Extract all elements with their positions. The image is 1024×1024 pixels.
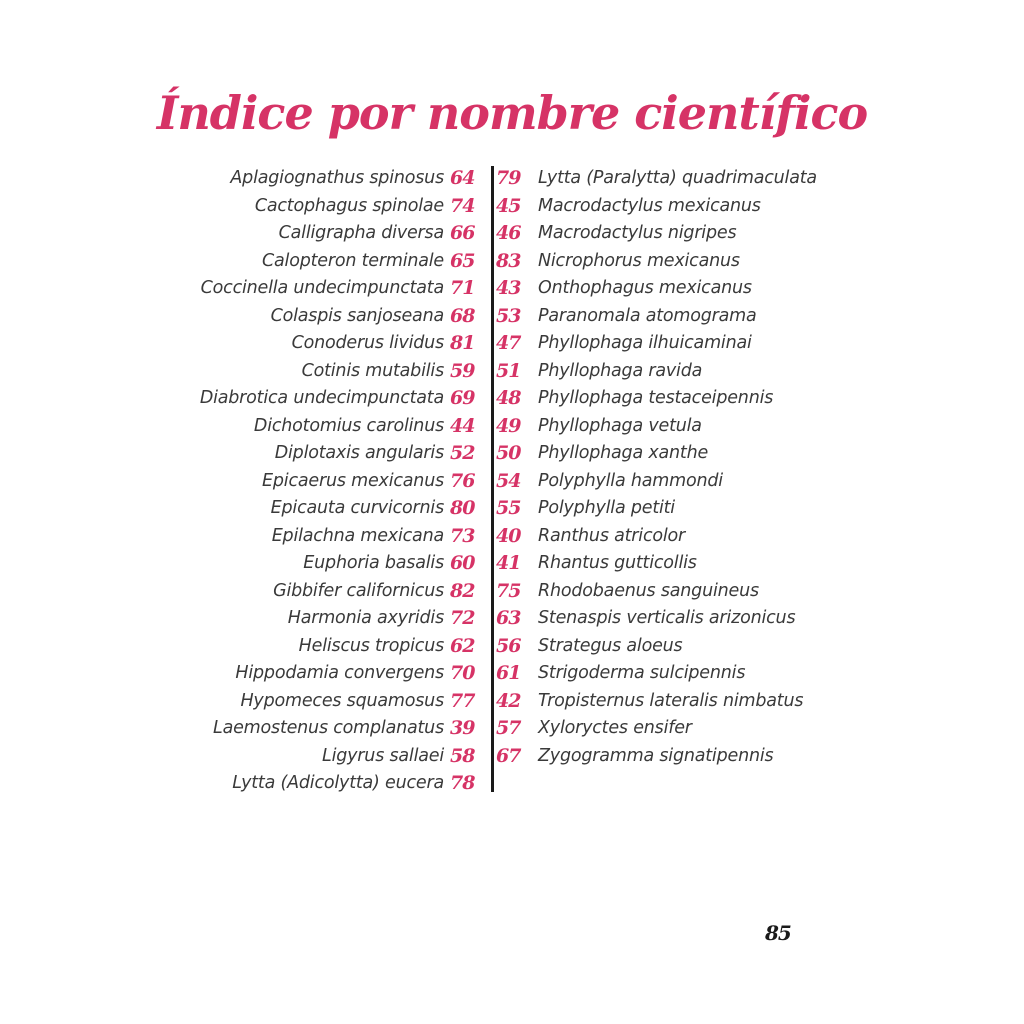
index-entry bbox=[150, 248, 481, 276]
page-reference: 81 bbox=[450, 332, 475, 354]
species-name: Laemostenus complanatus bbox=[213, 718, 444, 738]
page-reference: 69 bbox=[450, 387, 475, 409]
index-entry bbox=[150, 440, 481, 468]
species-name: Epicaerus mexicanus bbox=[262, 470, 444, 491]
page-reference: 43 bbox=[496, 277, 521, 299]
species-name: Hypomeces squamosus bbox=[240, 690, 444, 711]
species-name: Gibbifer californicus bbox=[273, 580, 444, 601]
page-reference: 55 bbox=[496, 497, 521, 519]
index-entry bbox=[150, 193, 481, 221]
page-reference: 54 bbox=[496, 469, 521, 492]
index-entry bbox=[150, 220, 481, 248]
index-entry bbox=[150, 275, 481, 303]
species-name: Macrodactylus mexicanus bbox=[538, 195, 761, 216]
column-divider bbox=[491, 166, 494, 792]
species-name: Polyphylla hammondi bbox=[538, 470, 723, 491]
page-reference: 58 bbox=[450, 744, 475, 767]
species-name: Stenaspis verticalis arizonicus bbox=[538, 608, 796, 628]
page-title: Índice por nombre científico bbox=[156, 86, 868, 140]
page-reference: 64 bbox=[450, 167, 475, 189]
species-name: Euphoria basalis bbox=[303, 553, 444, 573]
page-reference: 76 bbox=[450, 469, 475, 492]
page-reference: 75 bbox=[496, 579, 521, 602]
page-reference: 72 bbox=[450, 607, 475, 629]
species-name: Lytta (Adicolytta) eucera bbox=[232, 773, 444, 793]
species-name: Cotinis mutabilis bbox=[301, 360, 444, 381]
species-name: Polyphylla petiti bbox=[538, 498, 675, 518]
species-name: Epilachna mexicana bbox=[271, 525, 444, 546]
index-entry bbox=[150, 743, 481, 771]
index-entry bbox=[496, 743, 876, 771]
species-name: Strigoderma sulcipennis bbox=[538, 663, 746, 683]
species-name: Strategus aloeus bbox=[538, 635, 683, 656]
index-entry bbox=[150, 413, 481, 441]
index-entry bbox=[496, 715, 876, 743]
index-entry bbox=[496, 413, 876, 441]
index-entry bbox=[496, 523, 876, 551]
page-reference: 41 bbox=[496, 552, 521, 574]
index-entry bbox=[496, 358, 876, 386]
index-entry bbox=[496, 550, 876, 578]
page-reference: 57 bbox=[496, 717, 521, 739]
index-entry bbox=[150, 715, 481, 743]
species-name: Cactophagus spinolae bbox=[254, 195, 444, 216]
page-reference: 78 bbox=[450, 772, 475, 794]
species-name: Lytta (Paralytta) quadrimaculata bbox=[538, 168, 817, 188]
species-name: Calligrapha diversa bbox=[278, 223, 444, 243]
page-reference: 40 bbox=[496, 524, 521, 547]
species-name: Rhantus gutticollis bbox=[538, 553, 697, 573]
species-name: Diabrotica undecimpunctata bbox=[199, 388, 444, 408]
index-entry bbox=[496, 385, 876, 413]
index-entry bbox=[496, 660, 876, 688]
index-entry bbox=[496, 633, 876, 661]
index-entry bbox=[496, 440, 876, 468]
species-name: Coccinella undecimpunctata bbox=[200, 278, 444, 298]
page-reference: 52 bbox=[450, 442, 475, 464]
index-entry bbox=[150, 468, 481, 496]
species-name: Calopteron terminale bbox=[262, 250, 444, 271]
index-entry bbox=[496, 468, 876, 496]
index-entry bbox=[496, 303, 876, 331]
page-reference: 80 bbox=[450, 497, 475, 519]
page-reference: 50 bbox=[496, 442, 521, 464]
species-name: Zygogramma signatipennis bbox=[538, 745, 774, 766]
species-name: Ligyrus sallaei bbox=[322, 745, 444, 766]
page-reference: 70 bbox=[450, 662, 475, 684]
index-entry bbox=[150, 688, 481, 716]
page-reference: 56 bbox=[496, 634, 521, 657]
page-reference: 79 bbox=[496, 167, 521, 189]
index-entry bbox=[150, 495, 481, 523]
page-reference: 66 bbox=[450, 222, 475, 244]
species-name: Phyllophaga vetula bbox=[538, 415, 702, 436]
species-name: Phyllophaga xanthe bbox=[538, 443, 709, 463]
index-entry bbox=[150, 770, 481, 798]
page-reference: 63 bbox=[496, 607, 521, 629]
index-entry bbox=[150, 303, 481, 331]
page-reference: 46 bbox=[496, 222, 521, 244]
index-entry bbox=[496, 330, 876, 358]
species-name: Heliscus tropicus bbox=[298, 635, 444, 656]
index-column-left bbox=[150, 165, 481, 798]
species-name: Colaspis sanjoseana bbox=[270, 305, 444, 326]
index-entry bbox=[150, 523, 481, 551]
index-entry bbox=[496, 220, 876, 248]
page-reference: 71 bbox=[450, 277, 475, 299]
species-name: Dichotomius carolinus bbox=[253, 415, 444, 436]
species-name: Phyllophaga ravida bbox=[538, 360, 703, 381]
page-reference: 83 bbox=[496, 249, 521, 272]
species-name: Xyloryctes ensifer bbox=[538, 718, 692, 738]
species-name: Phyllophaga testaceipennis bbox=[538, 388, 774, 408]
species-name: Hippodamia convergens bbox=[235, 663, 444, 683]
page-reference: 77 bbox=[450, 689, 475, 712]
page-reference: 44 bbox=[450, 414, 475, 437]
index-entry bbox=[150, 385, 481, 413]
page-reference: 47 bbox=[496, 332, 521, 354]
page-reference: 60 bbox=[450, 552, 475, 574]
index-entry bbox=[150, 550, 481, 578]
page-reference: 59 bbox=[450, 359, 475, 382]
page-number: 85 bbox=[765, 921, 791, 945]
index-entry bbox=[496, 275, 876, 303]
index-entry bbox=[150, 660, 481, 688]
page-reference: 49 bbox=[496, 414, 521, 437]
index-entry bbox=[150, 605, 481, 633]
species-name: Macrodactylus nigripes bbox=[538, 223, 737, 243]
species-name: Aplagiognathus spinosus bbox=[230, 168, 444, 188]
species-name: Epicauta curvicornis bbox=[270, 498, 444, 518]
species-name: Paranomala atomograma bbox=[538, 305, 757, 326]
species-name: Ranthus atricolor bbox=[538, 525, 686, 546]
index-entry bbox=[150, 165, 481, 193]
index-entry bbox=[496, 605, 876, 633]
page-reference: 67 bbox=[496, 744, 521, 767]
page-reference: 65 bbox=[450, 249, 475, 272]
page-reference: 61 bbox=[496, 662, 521, 684]
species-name: Conoderus lividus bbox=[291, 333, 444, 353]
index-column-right bbox=[496, 165, 876, 770]
index-entry bbox=[150, 330, 481, 358]
page-reference: 74 bbox=[450, 194, 475, 217]
species-name: Diplotaxis angularis bbox=[274, 443, 444, 463]
page-reference: 51 bbox=[496, 359, 521, 382]
index-entry bbox=[496, 688, 876, 716]
page-reference: 62 bbox=[450, 634, 475, 657]
index-entry bbox=[496, 248, 876, 276]
page-reference: 48 bbox=[496, 387, 521, 409]
species-name: Phyllophaga ilhuicaminai bbox=[538, 333, 752, 353]
page-reference: 39 bbox=[450, 717, 475, 739]
index-entry bbox=[150, 578, 481, 606]
index-entry bbox=[496, 193, 876, 221]
index-entry bbox=[496, 578, 876, 606]
index-entry bbox=[496, 495, 876, 523]
page-reference: 82 bbox=[450, 579, 475, 602]
species-name: Nicrophorus mexicanus bbox=[538, 250, 740, 271]
page-reference: 53 bbox=[496, 304, 521, 327]
index-entry bbox=[150, 358, 481, 386]
species-name: Onthophagus mexicanus bbox=[538, 278, 752, 298]
page-reference: 42 bbox=[496, 689, 521, 712]
index-entry bbox=[150, 633, 481, 661]
species-name: Harmonia axyridis bbox=[287, 608, 444, 628]
species-name: Rhodobaenus sanguineus bbox=[538, 580, 759, 601]
index-entry bbox=[496, 165, 876, 193]
species-name: Tropisternus lateralis nimbatus bbox=[538, 690, 804, 711]
page-reference: 45 bbox=[496, 194, 521, 217]
page-reference: 73 bbox=[450, 524, 475, 547]
page-reference: 68 bbox=[450, 304, 475, 327]
